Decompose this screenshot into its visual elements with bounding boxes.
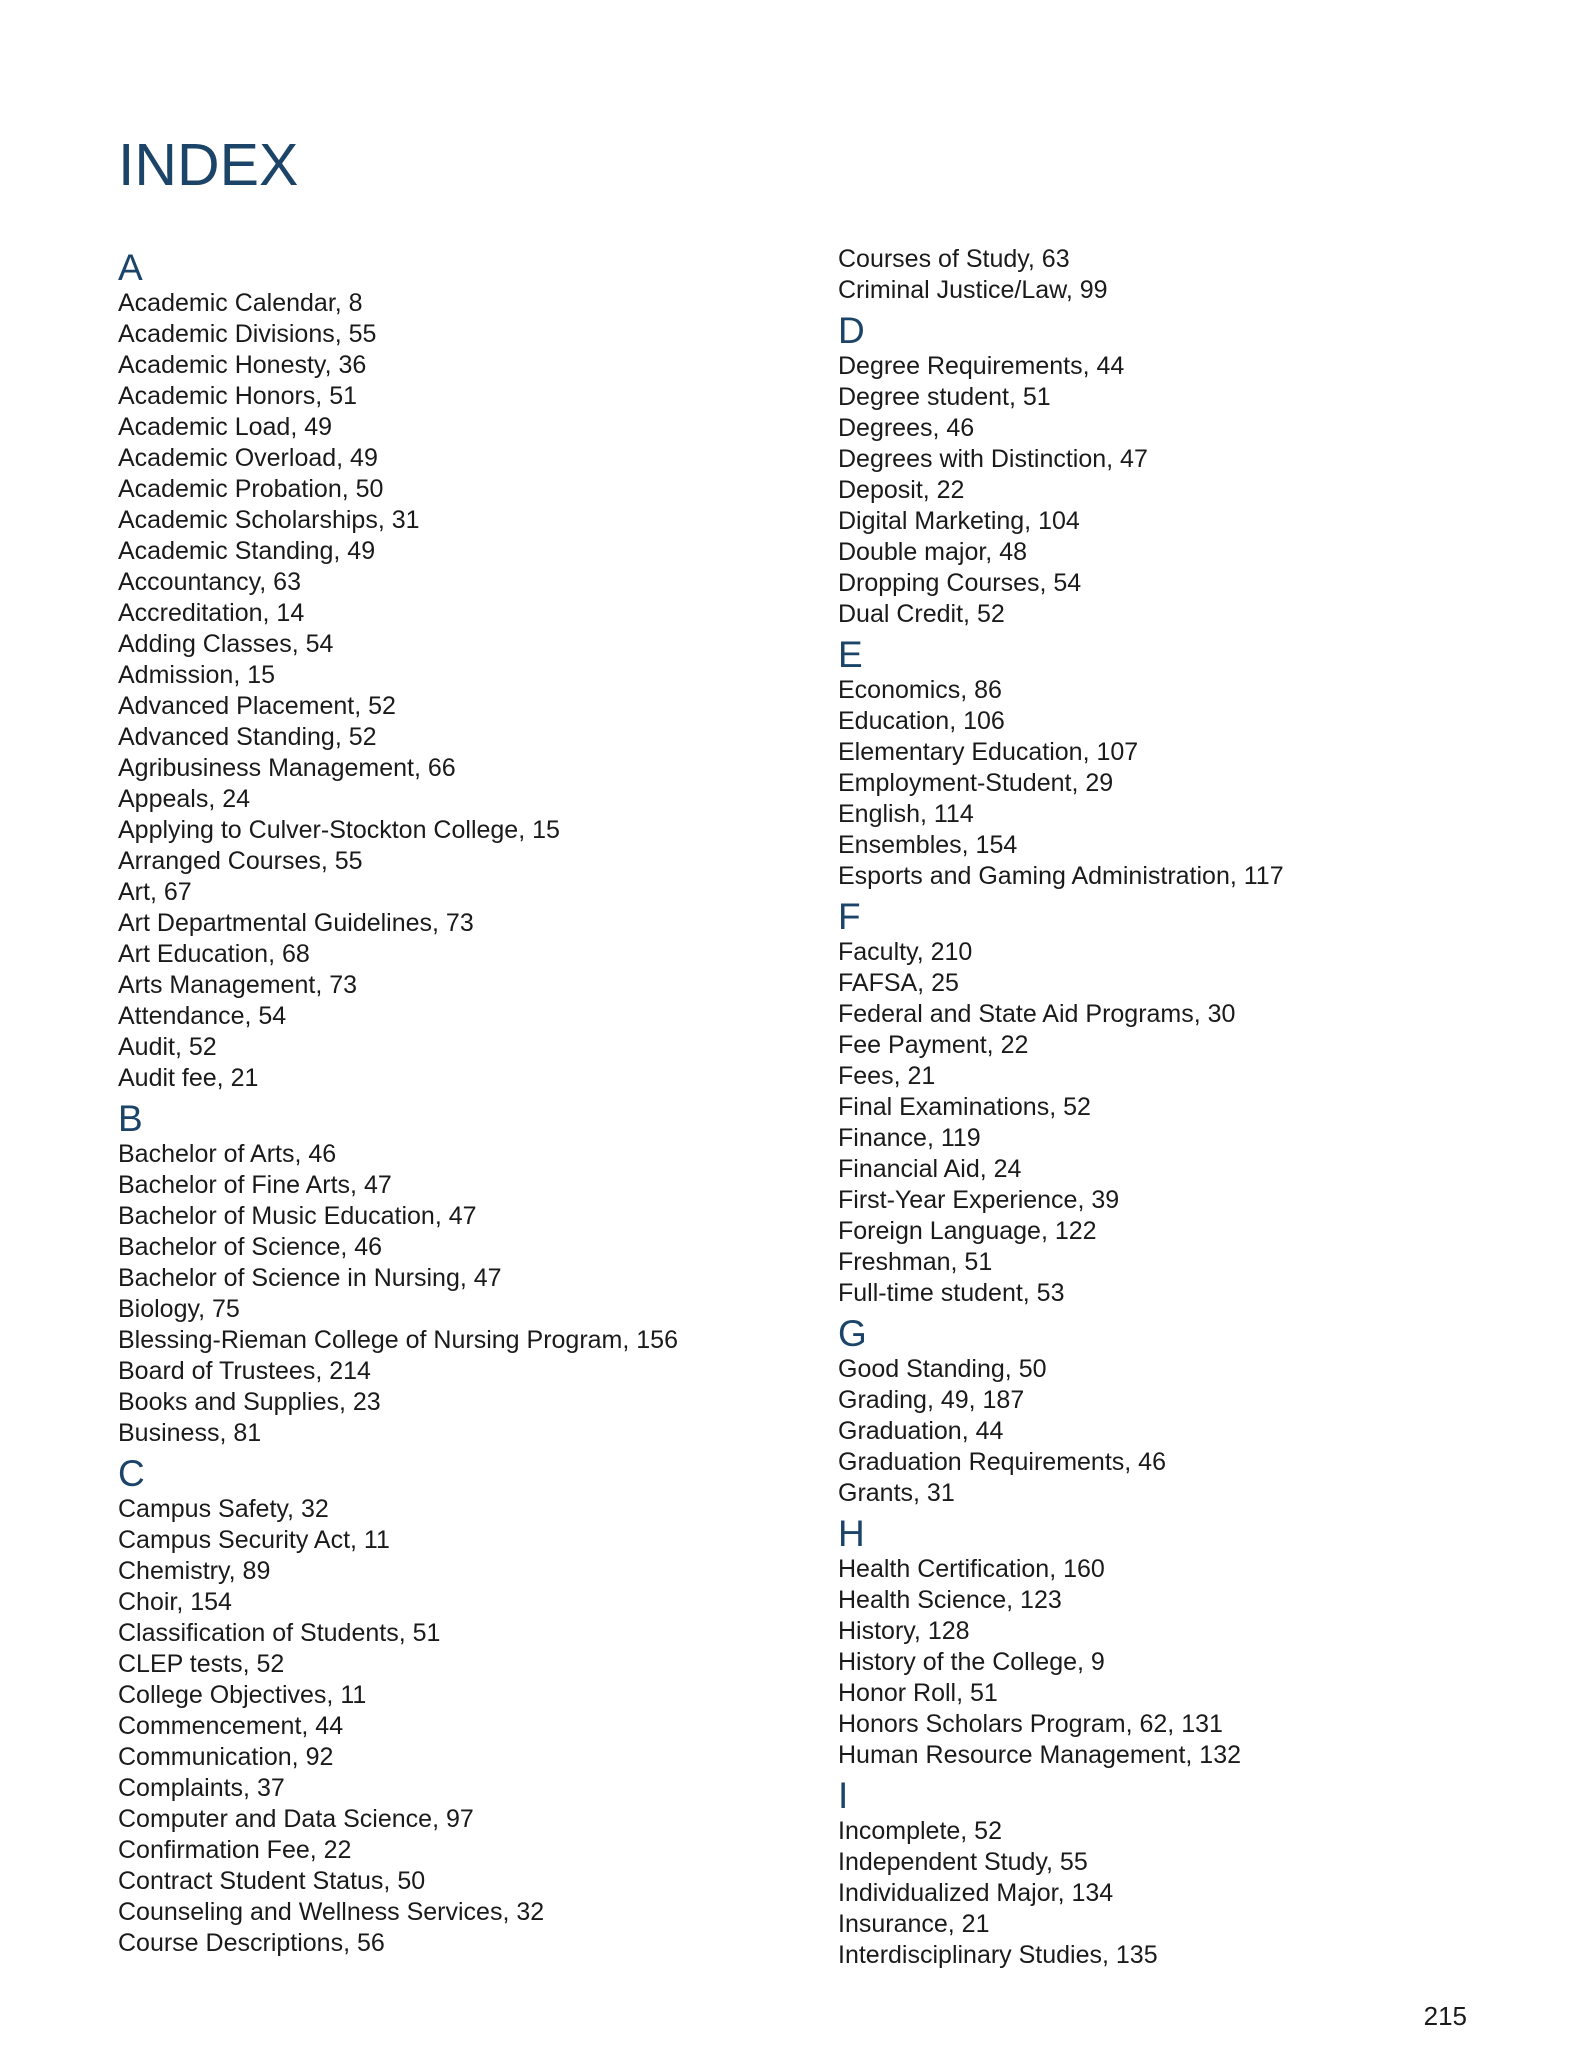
index-entry: English, 114 [838, 800, 974, 828]
index-entry: Accreditation, 14 [118, 599, 305, 627]
section-letter-g: G [838, 1313, 867, 1354]
section-letter-c: C [118, 1453, 145, 1494]
index-entry: Courses of Study, 63 [838, 245, 1070, 273]
index-entry: Elementary Education, 107 [838, 738, 1139, 766]
index-entry: Honors Scholars Program, 62, 131 [838, 1710, 1223, 1738]
index-entry: Deposit, 22 [838, 476, 965, 504]
index-entry: Arts Management, 73 [118, 971, 358, 999]
index-entry: Health Certification, 160 [838, 1555, 1105, 1583]
index-entry: Foreign Language, 122 [838, 1217, 1097, 1245]
index-entry: Course Descriptions, 56 [118, 1929, 385, 1957]
index-entry: Bachelor of Science in Nursing, 47 [118, 1264, 502, 1292]
index-entry: Digital Marketing, 104 [838, 507, 1080, 535]
index-entry: Audit fee, 21 [118, 1064, 259, 1092]
index-entry: Education, 106 [838, 707, 1005, 735]
index-entry: Communication, 92 [118, 1743, 334, 1771]
index-column-right [838, 244, 1558, 1971]
page-title: INDEX [118, 132, 299, 198]
index-entry: Campus Safety, 32 [118, 1495, 329, 1523]
index-entry: Grants, 31 [838, 1479, 955, 1507]
index-entry: Human Resource Management, 132 [838, 1741, 1242, 1769]
index-entry: Dual Credit, 52 [838, 600, 1005, 628]
section-letter-i: I [838, 1775, 849, 1816]
index-entry: Graduation, 44 [838, 1417, 1004, 1445]
index-entry: Academic Standing, 49 [118, 537, 376, 565]
index-entry: Academic Load, 49 [118, 413, 333, 441]
index-entry: Attendance, 54 [118, 1002, 287, 1030]
index-entry: Grading, 49, 187 [838, 1386, 1025, 1414]
index-entry: Academic Overload, 49 [118, 444, 378, 472]
index-entry: Academic Honesty, 36 [118, 351, 367, 379]
index-entry: Adding Classes, 54 [118, 630, 334, 658]
index-entry: Confirmation Fee, 22 [118, 1836, 352, 1864]
index-entry: Admission, 15 [118, 661, 276, 689]
index-entry: Art Education, 68 [118, 940, 310, 968]
index-entry: Incomplete, 52 [838, 1817, 1002, 1845]
index-entry: Contract Student Status, 50 [118, 1867, 426, 1895]
index-entry: Bachelor of Fine Arts, 47 [118, 1171, 392, 1199]
index-entry: Honor Roll, 51 [838, 1679, 998, 1707]
index-entry: Criminal Justice/Law, 99 [838, 276, 1108, 304]
index-entry: Fees, 21 [838, 1062, 936, 1090]
index-entry: Choir, 154 [118, 1588, 232, 1616]
index-entry: Freshman, 51 [838, 1248, 993, 1276]
index-entry: Insurance, 21 [838, 1910, 990, 1938]
index-entry: Degrees with Distinction, 47 [838, 445, 1148, 473]
index-entry: History of the College, 9 [838, 1648, 1105, 1676]
section-letter-f: F [838, 896, 861, 937]
index-entry: Audit, 52 [118, 1033, 217, 1061]
index-entry: Computer and Data Science, 97 [118, 1805, 474, 1833]
index-entry: Interdisciplinary Studies, 135 [838, 1941, 1158, 1969]
index-entry: Graduation Requirements, 46 [838, 1448, 1166, 1476]
index-column-left [118, 243, 838, 1959]
index-entry: First-Year Experience, 39 [838, 1186, 1120, 1214]
index-entry: Health Science, 123 [838, 1586, 1062, 1614]
index-entry: Appeals, 24 [118, 785, 251, 813]
index-entry: Independent Study, 55 [838, 1848, 1088, 1876]
index-entry: Final Examinations, 52 [838, 1093, 1091, 1121]
index-entry: Art, 67 [118, 878, 192, 906]
index-entry: Double major, 48 [838, 538, 1028, 566]
index-entry: Financial Aid, 24 [838, 1155, 1022, 1183]
index-entry: Campus Security Act, 11 [118, 1526, 390, 1554]
index-entry: Art Departmental Guidelines, 73 [118, 909, 474, 937]
index-entry: Books and Supplies, 23 [118, 1388, 381, 1416]
index-entry: Biology, 75 [118, 1295, 240, 1323]
index-entry: Bachelor of Music Education, 47 [118, 1202, 477, 1230]
index-entry: History, 128 [838, 1617, 970, 1645]
index-entry: CLEP tests, 52 [118, 1650, 285, 1678]
index-entry: Advanced Placement, 52 [118, 692, 396, 720]
section-letter-h: H [838, 1513, 865, 1554]
section-letter-b: B [118, 1098, 143, 1139]
index-entry: Dropping Courses, 54 [838, 569, 1082, 597]
index-entry: Accountancy, 63 [118, 568, 301, 596]
section-letter-d: D [838, 310, 865, 351]
index-entry: Good Standing, 50 [838, 1355, 1047, 1383]
section-letter-a: A [118, 247, 143, 288]
index-entry: Chemistry, 89 [118, 1557, 271, 1585]
index-entry: Degree student, 51 [838, 383, 1051, 411]
index-entry: Board of Trustees, 214 [118, 1357, 371, 1385]
index-entry: Blessing-Rieman College of Nursing Program, 156 [118, 1326, 678, 1354]
index-entry: Degree Requirements, 44 [838, 352, 1125, 380]
index-entry: Agribusiness Management, 66 [118, 754, 456, 782]
index-entry: Faculty, 210 [838, 938, 973, 966]
index-entry: Degrees, 46 [838, 414, 975, 442]
index-entry: Commencement, 44 [118, 1712, 344, 1740]
index-entry: Ensembles, 154 [838, 831, 1018, 859]
page-number: 215 [1423, 2001, 1467, 2031]
index-entry: Economics, 86 [838, 676, 1002, 704]
index-entry: Academic Scholarships, 31 [118, 506, 420, 534]
index-entry: Academic Divisions, 55 [118, 320, 377, 348]
index-entry: Advanced Standing, 52 [118, 723, 377, 751]
index-entry: Academic Honors, 51 [118, 382, 358, 410]
index-entry: Academic Calendar, 8 [118, 289, 363, 317]
index-entry: Business, 81 [118, 1419, 262, 1447]
index-entry: Bachelor of Arts, 46 [118, 1140, 337, 1168]
index-entry: College Objectives, 11 [118, 1681, 367, 1709]
index-entry: Complaints, 37 [118, 1774, 285, 1802]
index-entry: Bachelor of Science, 46 [118, 1233, 383, 1261]
index-entry: FAFSA, 25 [838, 969, 959, 997]
index-entry: Esports and Gaming Administration, 117 [838, 862, 1284, 890]
index-entry: Individualized Major, 134 [838, 1879, 1114, 1907]
index-entry: Federal and State Aid Programs, 30 [838, 1000, 1236, 1028]
section-letter-e: E [838, 634, 863, 675]
index-entry: Counseling and Wellness Services, 32 [118, 1898, 545, 1926]
index-entry: Full-time student, 53 [838, 1279, 1065, 1307]
index-entry: Academic Probation, 50 [118, 475, 384, 503]
index-entry: Finance, 119 [838, 1124, 981, 1152]
index-entry: Arranged Courses, 55 [118, 847, 363, 875]
index-entry: Classification of Students, 51 [118, 1619, 441, 1647]
index-entry: Applying to Culver-Stockton College, 15 [118, 816, 560, 844]
index-entry: Fee Payment, 22 [838, 1031, 1029, 1059]
index-entry: Employment-Student, 29 [838, 769, 1114, 797]
